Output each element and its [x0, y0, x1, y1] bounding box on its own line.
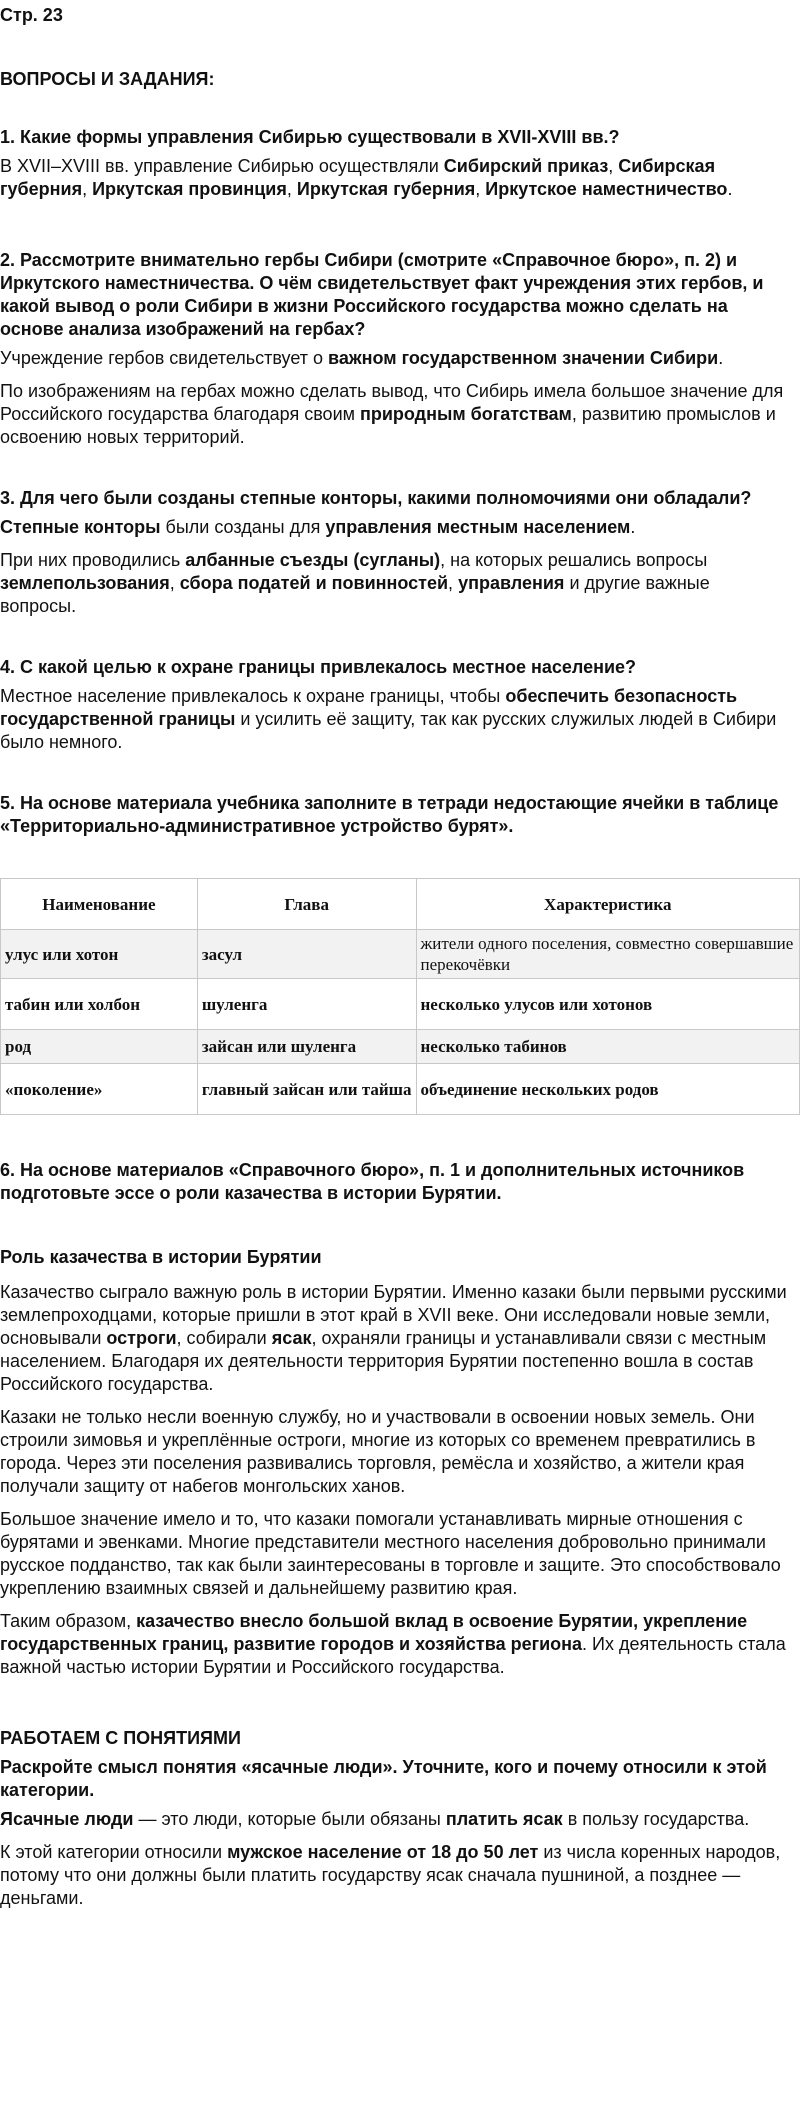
- concepts-answer-1: Ясачные люди — это люди, которые были обязаны платить ясак в пользу государства.: [0, 1809, 750, 1829]
- table-header: Характеристика: [416, 879, 799, 930]
- answer-2-paragraph-2: По изображениям на гербах можно сделать вывод, что Сибирь имела большое значение для Российского государства благодаря своим природным богатствам, развитию промыслов и освоению новых территорий.: [0, 381, 784, 447]
- table-row: [1, 930, 800, 979]
- table-cell: несколько табинов: [416, 1030, 799, 1064]
- essay-paragraph-2: Казаки не только несли военную службу, но и участвовали в освоении новых земель. Они строили зимовья и укреплённые остроги, многие из которых со временем превратились в города. Через эти поселения развивались торговля, ремёсла и хозяйство, а жители края получали защиту от набегов монгольских ханов.: [0, 1407, 756, 1496]
- section-title: ВОПРОСЫ И ЗАДАНИЯ:: [0, 69, 215, 89]
- table-cell: зайсан или шуленга: [197, 1030, 416, 1064]
- answer-1: В XVII–XVIII вв. управление Сибирью осуществляли Сибирский приказ, Сибирская губерния, Иркутская провинция, Иркутская губерния, Иркутское наместничество.: [0, 156, 733, 199]
- table-cell: шуленга: [197, 979, 416, 1030]
- table-cell: «поколение»: [1, 1064, 198, 1115]
- answer-3-paragraph-1: Степные конторы были созданы для управления местным населением.: [0, 517, 636, 537]
- question-2: 2. Рассмотрите внимательно гербы Сибири (смотрите «Справочное бюро», п. 2) и Иркутского наместничества. О чём свидетельствует факт учреждения этих гербов, и какой вывод о роли Сибири в жизни Российского государства можно сделать на основе анализа изображений на гербах?: [0, 250, 764, 339]
- table-header-row: [1, 879, 800, 930]
- question-5: 5. На основе материала учебника заполните в тетради недостающие ячейки в таблице «Территориально-административное устройство бурят».: [0, 793, 779, 836]
- question-6: 6. На основе материалов «Справочного бюро», п. 1 и дополнительных источников подготовьте эссе о роли казачества в истории Бурятии.: [0, 1160, 745, 1203]
- essay-paragraph-4: Таким образом, казачество внесло большой вклад в освоение Бурятии, укрепление государственных границ, развитие городов и хозяйства региона. Их деятельность стала важной частью истории Бурятии и Российского государства.: [0, 1611, 786, 1677]
- table-cell: несколько улусов или хотонов: [416, 979, 799, 1030]
- essay-title: Роль казачества в истории Бурятии: [0, 1247, 322, 1267]
- answer-2-paragraph-1: Учреждение гербов свидетельствует о важном государственном значении Сибири.: [0, 348, 724, 368]
- table-cell: главный зайсан или тайша: [197, 1064, 416, 1115]
- buryat-admin-table: [0, 878, 800, 1115]
- essay-paragraph-1: Казачество сыграло важную роль в истории Бурятии. Именно казаки были первыми русскими землепроходцами, которые пришли в этот край в XVII веке. Они исследовали новые земли, основывали остроги, собирали ясак, охраняли границы и устанавливали связи с местным населением. Благодаря их деятельности территория Бурятии постепенно вошла в состав Российского государства.: [0, 1282, 787, 1394]
- table-cell: род: [1, 1030, 198, 1064]
- concepts-answer-2: К этой категории относили мужское население от 18 до 50 лет из числа коренных народов, потому что они должны были платить государству ясак сначала пушниной, а позднее — деньгами.: [0, 1842, 781, 1908]
- table-cell: засул: [197, 930, 416, 979]
- table-cell: объединение нескольких родов: [416, 1064, 799, 1115]
- table-cell: табин или холбон: [1, 979, 198, 1030]
- table-header: Наименование: [1, 879, 198, 930]
- question-1: 1. Какие формы управления Сибирью существовали в XVII-XVIII вв.?: [0, 127, 620, 147]
- table-row: [1, 1030, 800, 1064]
- concepts-task: Раскройте смысл понятия «ясачные люди». Уточните, кого и почему относили к этой категории.: [0, 1757, 767, 1800]
- question-4: 4. С какой целью к охране границы привлекалось местное население?: [0, 657, 637, 677]
- answer-3-paragraph-2: При них проводились албанные съезды (сугланы), на которых решались вопросы землепользования, сбора податей и повинностей, управления и другие важные вопросы.: [0, 550, 710, 616]
- essay-paragraph-3: Большое значение имело и то, что казаки помогали устанавливать мирные отношения с бурятами и эвенками. Многие представители местного населения добровольно принимали русское подданство, так как были заинтересованы в торговле и защите. Это способствовало укреплению взаимных связей и дальнейшему развитию края.: [0, 1509, 781, 1598]
- concepts-title: РАБОТАЕМ С ПОНЯТИЯМИ: [0, 1728, 241, 1748]
- answer-4: Местное население привлекалось к охране границы, чтобы обеспечить безопасность государственной границы и усилить её защиту, так как русских служилых людей в Сибири было немного.: [0, 686, 777, 752]
- table-header: Глава: [197, 879, 416, 930]
- table-cell: жители одного поселения, совместно совершавшие перекочёвки: [416, 930, 799, 979]
- table-row: [1, 979, 800, 1030]
- question-3: 3. Для чего были созданы степные конторы, какими полномочиями они обладали?: [0, 488, 752, 508]
- table-row: [1, 1064, 800, 1115]
- page-number: Стр. 23: [0, 5, 63, 25]
- table-cell: улус или хотон: [1, 930, 198, 979]
